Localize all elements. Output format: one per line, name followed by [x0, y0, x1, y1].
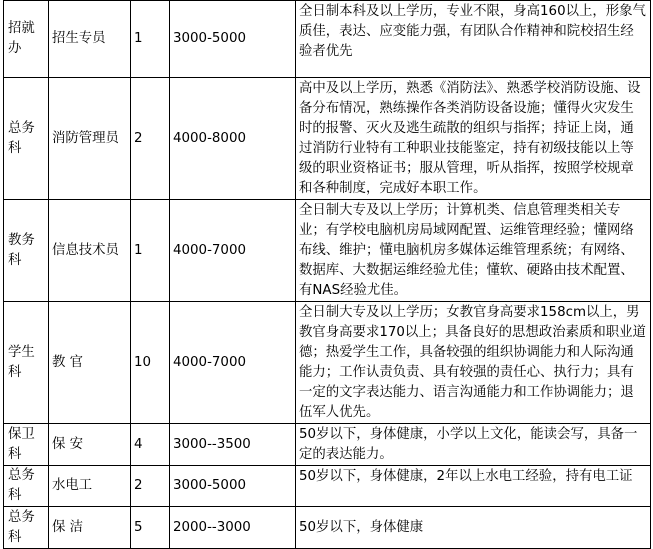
position-cell: 招生专员	[49, 1, 131, 78]
position-cell: 教 官	[49, 302, 131, 424]
position-cell: 保 洁	[49, 507, 131, 549]
table-row	[4, 78, 651, 200]
table-row	[4, 424, 651, 466]
count-cell: 5	[131, 507, 170, 549]
count-cell: 2	[131, 466, 170, 507]
count-cell: 1	[131, 200, 170, 302]
department-cell: 总务科	[4, 507, 49, 549]
department-cell: 总务科	[4, 466, 49, 507]
requirements-cell: 50岁以下，身体健康，小学以上文化，能读会写，具备一定的表达能力。	[296, 424, 651, 466]
position-cell: 消防管理员	[49, 78, 131, 200]
position-cell: 水电工	[49, 466, 131, 507]
count-cell: 10	[131, 302, 170, 424]
requirements-cell: 全日制本科及以上学历，专业不限，身高160以上，形象气质佳，表达、应变能力强，有团队合作精神和院校招生经验者优先	[296, 1, 651, 78]
count-cell: 4	[131, 424, 170, 466]
salary-cell: 4000-7000	[170, 200, 296, 302]
salary-cell: 3000--3500	[170, 424, 296, 466]
requirements-cell: 50岁以下，身体健康	[296, 507, 651, 549]
count-cell: 2	[131, 78, 170, 200]
salary-cell: 4000-8000	[170, 78, 296, 200]
department-cell: 总务科	[4, 78, 49, 200]
position-cell: 信息技术员	[49, 200, 131, 302]
recruitment-table	[3, 0, 651, 549]
requirements-cell: 全日制大专及以上学历；计算机类、信息管理类相关专业；有学校电脑机房局域网配置、运维管理经验；懂网络布线、维护；懂电脑机房多媒体运维管理系统；有网络、数据库、大数据运维经验尤佳；懂软、硬路由技术配置、有NAS经验尤佳。	[296, 200, 651, 302]
department-cell: 学生科	[4, 302, 49, 424]
requirements-cell: 50岁以下，身体健康，2年以上水电工经验，持有电工证	[296, 466, 651, 507]
department-cell: 保卫科	[4, 424, 49, 466]
position-cell: 保 安	[49, 424, 131, 466]
table-row	[4, 466, 651, 507]
salary-cell: 4000-7000	[170, 302, 296, 424]
requirements-cell: 高中及以上学历，熟悉《消防法》、熟悉学校消防设施、设备分布情况，熟练操作各类消防设备设施；懂得火灾发生时的报警、灭火及逃生疏散的组织与指挥；持证上岗，通过消防行业特有工种职业技能鉴定，持有初级技能以上等级的职业资格证书；服从管理，听从指挥，按照学校规章和各种制度，完成好本职工作。	[296, 78, 651, 200]
salary-cell: 2000--3000	[170, 507, 296, 549]
table-row	[4, 302, 651, 424]
department-cell: 招就办	[4, 1, 49, 78]
count-cell: 1	[131, 1, 170, 78]
salary-cell: 3000-5000	[170, 1, 296, 78]
requirements-cell: 全日制大专及以上学历；女教官身高要求158cm以上，男教官身高要求170以上；具备良好的思想政治素质和职业道德；热爱学生工作，具备较强的组织协调能力和人际沟通能力；工作认责负责、具有较强的责任心、执行力；具有一定的文字表达能力、语言沟通能力和工作协调能力；退伍军人优先。	[296, 302, 651, 424]
department-cell: 教务科	[4, 200, 49, 302]
salary-cell: 3000-5000	[170, 466, 296, 507]
table-row	[4, 200, 651, 302]
table-row	[4, 507, 651, 549]
table-row	[4, 1, 651, 78]
